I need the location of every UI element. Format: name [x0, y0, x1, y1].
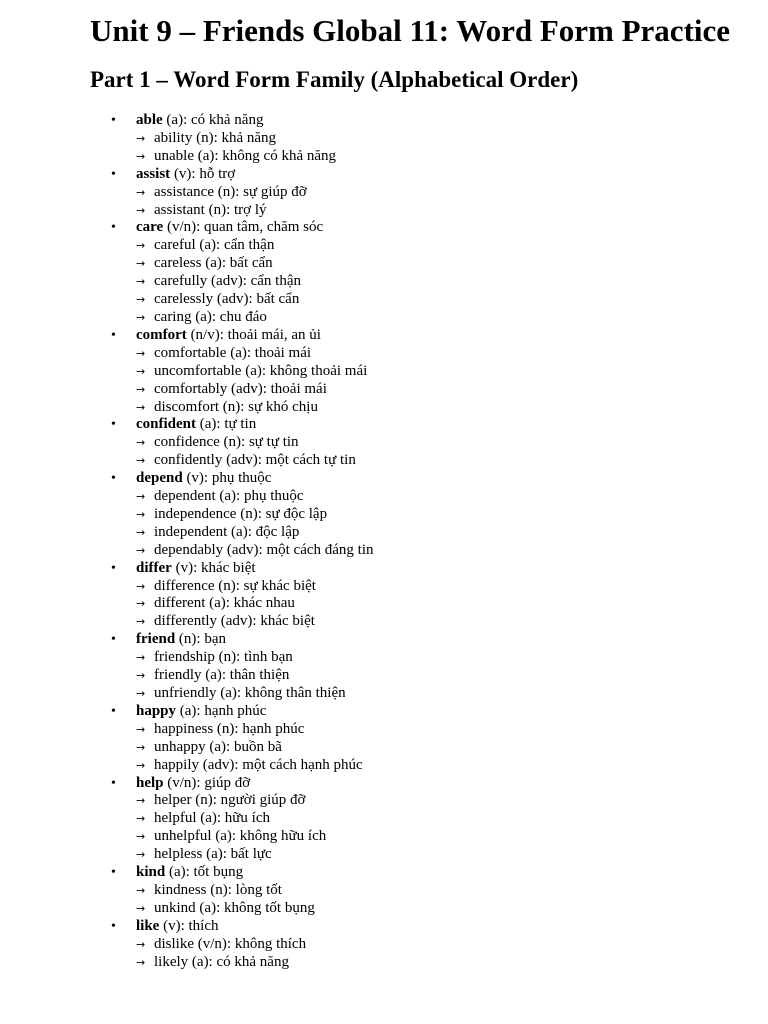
derived-form [136, 363, 750, 381]
derived-form-text: different (a): khác nhau [154, 595, 295, 612]
derived-form-text: helper (n): người giúp đỡ [154, 792, 306, 809]
headword-line [136, 560, 750, 578]
list-item [90, 864, 750, 918]
arrow-right-icon: → [136, 454, 146, 468]
headword-line [136, 631, 750, 649]
arrow-right-icon: → [136, 615, 146, 629]
derived-form [136, 237, 750, 255]
arrow-right-icon: → [136, 525, 146, 539]
arrow-right-icon: → [136, 794, 146, 808]
headword: happy [136, 702, 177, 719]
arrow-right-icon: → [136, 507, 146, 521]
derived-form [136, 595, 750, 613]
derived-form [136, 667, 750, 685]
bullet-icon: • [111, 703, 116, 719]
derived-form [136, 613, 750, 631]
arrow-right-icon: → [136, 687, 146, 700]
derived-form-text: confidently (adv): một cách tự tin [154, 452, 356, 469]
word-family-list [90, 112, 750, 972]
list-item [90, 219, 750, 326]
arrow-right-icon: → [136, 131, 146, 145]
derived-form [136, 882, 750, 900]
arrow-right-icon: → [136, 185, 146, 199]
bullet-icon: • [111, 113, 116, 128]
headword-definition: (a): có khả năng [162, 112, 264, 128]
bullet-icon: • [111, 775, 116, 791]
derived-form-text: friendship (n): tình bạn [154, 649, 293, 666]
arrow-right-icon: → [136, 293, 146, 307]
derived-form-text: carelessly (adv): bất cẩn [154, 291, 300, 308]
arrow-right-icon: → [136, 758, 146, 772]
headword-line [136, 219, 750, 237]
bullet-icon: • [111, 865, 116, 881]
headword-line [136, 112, 750, 130]
headword-line [136, 703, 750, 721]
headword-line [136, 470, 750, 488]
derived-form-text: careful (a): cẩn thận [154, 237, 275, 254]
derived-form-text: dependably (adv): một cách đáng tin [154, 541, 374, 558]
derived-form [136, 184, 750, 202]
list-item [90, 775, 750, 865]
derived-form [136, 273, 750, 291]
arrow-right-icon: → [136, 812, 146, 826]
arrow-right-icon: → [136, 257, 146, 271]
derived-form-text: carefully (adv): cẩn thận [154, 273, 302, 290]
arrow-right-icon: → [136, 490, 146, 504]
list-item [90, 112, 750, 166]
derived-form [136, 381, 750, 399]
headword: like [136, 917, 160, 934]
arrow-right-icon: → [136, 203, 146, 217]
derived-form [136, 739, 750, 757]
headword-line [136, 327, 750, 345]
headword-line [136, 864, 750, 882]
derived-form-text: differently (adv): khác biệt [154, 613, 315, 630]
arrow-right-icon: → [136, 310, 146, 324]
page-title: Unit 9 – Friends Global 11: Word Form Practice [90, 13, 731, 48]
list-item [90, 327, 750, 417]
headword: help [136, 774, 164, 791]
derived-form [136, 900, 750, 918]
derived-form-text: helpless (a): bất lực [154, 846, 272, 863]
headword: differ [136, 559, 172, 576]
headword-definition: (v/n): giúp đỡ [163, 774, 251, 791]
headword-line [136, 918, 750, 936]
derived-form-text: dislike (v/n): không thích [154, 935, 307, 952]
derived-form [136, 954, 750, 972]
bullet-icon: • [111, 220, 116, 236]
arrow-right-icon: → [136, 740, 146, 754]
headword-line [136, 416, 750, 434]
derived-form-text: likely (a): có khả năng [154, 953, 289, 970]
arrow-right-icon: → [136, 346, 146, 360]
headword: kind [136, 864, 166, 881]
headword: care [136, 219, 164, 236]
derived-form [136, 506, 750, 524]
derived-form-text: happiness (n): hạnh phúc [154, 720, 305, 737]
part-heading: Part 1 – Word Form Family (Alphabetical Order) [90, 67, 579, 92]
arrow-right-icon: → [136, 436, 146, 450]
derived-form [136, 542, 750, 560]
arrow-right-icon: → [136, 597, 146, 611]
bullet-icon: • [111, 918, 116, 934]
derived-form [136, 202, 750, 220]
derived-form-text: happily (adv): một cách hạnh phúc [154, 756, 363, 773]
arrow-right-icon: → [136, 669, 146, 683]
derived-form-text: unfriendly (a): không thân thiện [154, 685, 346, 701]
headword: depend [136, 470, 183, 487]
derived-form [136, 936, 750, 954]
derived-form-text: comfortable (a): thoải mái [154, 344, 312, 361]
headword-definition: (a): tự tin [196, 416, 257, 433]
headword-definition: (v): khác biệt [171, 559, 256, 576]
headword: able [136, 112, 163, 128]
derived-form-text: unhappy (a): buồn bã [154, 738, 282, 755]
derived-form [136, 524, 750, 542]
derived-form-text: careless (a): bất cẩn [154, 255, 273, 272]
list-item [90, 166, 750, 220]
headword-definition: (v): phụ thuộc [182, 470, 272, 487]
derived-form-text: assistance (n): sự giúp đỡ [154, 183, 307, 200]
arrow-right-icon: → [136, 848, 146, 862]
arrow-right-icon: → [136, 937, 146, 951]
list-item [90, 631, 750, 703]
list-item [90, 560, 750, 632]
derived-form-text: unhelpful (a): không hữu ích [154, 828, 327, 845]
bullet-icon: • [111, 327, 116, 343]
headword-definition: (n/v): thoải mái, an ủi [186, 326, 321, 343]
headword-definition: (a): hạnh phúc [176, 702, 267, 719]
derived-form-text: unkind (a): không tốt bụng [154, 899, 315, 916]
derived-form-text: independent (a): độc lập [154, 523, 300, 540]
derived-form [136, 399, 750, 417]
headword-definition: (a): tốt bụng [165, 864, 244, 881]
bullet-icon: • [111, 166, 116, 182]
derived-form-text: confidence (n): sự tự tin [154, 434, 299, 451]
headword: confident [136, 416, 196, 433]
arrow-right-icon: → [136, 382, 146, 396]
arrow-right-icon: → [136, 543, 146, 557]
derived-form [136, 578, 750, 596]
derived-form [136, 345, 750, 363]
arrow-right-icon: → [136, 901, 146, 915]
headword: assist [136, 165, 171, 182]
arrow-right-icon: → [136, 400, 146, 414]
derived-form-text: unable (a): không có khả năng [154, 147, 337, 164]
derived-form [136, 846, 750, 864]
document-page [90, 0, 750, 972]
headword: comfort [136, 326, 187, 343]
derived-form-text: dependent (a): phụ thuộc [154, 488, 304, 505]
list-item [90, 703, 750, 775]
list-item [90, 470, 750, 560]
derived-form [136, 291, 750, 309]
headword-definition: (v): thích [159, 917, 219, 934]
derived-form-text: ability (n): khả năng [154, 129, 277, 146]
derived-form-text: kindness (n): lòng tốt [154, 881, 282, 898]
arrow-right-icon: → [136, 651, 146, 665]
headword-definition: (v/n): quan tâm, chăm sóc [163, 219, 324, 236]
bullet-icon: • [111, 471, 116, 487]
derived-form [136, 130, 750, 148]
derived-form-text: difference (n): sự khác biệt [154, 577, 316, 594]
arrow-right-icon: → [136, 883, 146, 897]
headword-definition: (n): bạn [175, 631, 226, 648]
derived-form-text: uncomfortable (a): không thoải mái [154, 362, 368, 379]
headword-line [136, 166, 750, 184]
bullet-icon: • [111, 632, 116, 648]
derived-form-text: independence (n): sự độc lập [154, 505, 328, 522]
derived-form [136, 721, 750, 739]
derived-form [136, 792, 750, 810]
derived-form [136, 685, 750, 703]
derived-form [136, 452, 750, 470]
bullet-icon: • [111, 560, 116, 576]
derived-form-text: discomfort (n): sự khó chịu [154, 398, 318, 415]
arrow-right-icon: → [136, 239, 146, 253]
list-item [90, 918, 750, 972]
derived-form-text: assistant (n): trợ lý [154, 201, 267, 218]
arrow-right-icon: → [136, 275, 146, 289]
derived-form [136, 828, 750, 846]
derived-form [136, 434, 750, 452]
derived-form-text: friendly (a): thân thiện [154, 667, 290, 684]
headword-line [136, 775, 750, 793]
arrow-right-icon: → [136, 955, 146, 969]
derived-form [136, 649, 750, 667]
arrow-right-icon: → [136, 830, 146, 844]
arrow-right-icon: → [136, 364, 146, 378]
bullet-icon: • [111, 417, 116, 433]
arrow-right-icon: → [136, 149, 146, 163]
derived-form-text: comfortably (adv): thoải mái [154, 380, 327, 397]
derived-form [136, 757, 750, 775]
list-item [90, 416, 750, 470]
derived-form [136, 488, 750, 506]
derived-form-text: helpful (a): hữu ích [154, 810, 271, 827]
derived-form [136, 810, 750, 828]
derived-form-text: caring (a): chu đáo [154, 308, 267, 325]
derived-form [136, 148, 750, 166]
derived-form [136, 309, 750, 327]
headword: friend [136, 631, 176, 648]
arrow-right-icon: → [136, 579, 146, 593]
arrow-right-icon: → [136, 722, 146, 736]
headword-definition: (v): hỗ trợ [170, 165, 236, 182]
derived-form [136, 255, 750, 273]
